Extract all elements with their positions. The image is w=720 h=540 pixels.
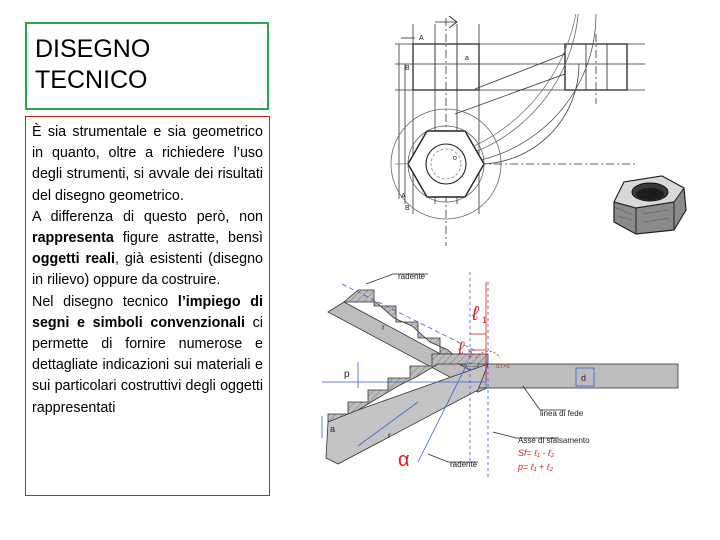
p2-part-a: A differenza di questo però, non: [32, 208, 263, 225]
body-text-box: [25, 116, 270, 496]
label-p: p: [344, 369, 350, 380]
paragraph-3: [32, 292, 263, 419]
label-radente-top: radente: [398, 272, 426, 281]
label-linea-di-fede: linea di fede: [540, 409, 584, 418]
paragraph-1-text: È sia strumentale e sia geometrico in quanto, oltre a richiedere l’uso degli strumenti, si avvale dei risultati del disegno geometrico.: [32, 124, 263, 204]
label-r-upper: r: [382, 323, 385, 332]
label-radente-bottom: radente: [450, 460, 478, 469]
label-asse-sfalsamento: Asse di sfalsamento: [518, 436, 590, 445]
label-alpha: α: [398, 449, 410, 471]
label-a: a: [465, 55, 469, 62]
paragraph-2: [32, 207, 263, 292]
formula-sf: Sf= ℓ₁ - ℓ₂: [518, 448, 555, 458]
label-l2-sub: 2: [468, 350, 473, 359]
label-b2: B: [405, 205, 410, 212]
p2-part-c: figure astratte, bensì: [113, 230, 263, 247]
label-b1: B: [405, 65, 410, 72]
label-r-lower: r: [388, 431, 391, 440]
label-sf-angle: S.f.=S: [496, 364, 510, 370]
stair-section-diagram: [318, 262, 708, 477]
title-line-1: DISEGNO: [35, 35, 151, 63]
label-l2: ℓ: [458, 338, 464, 358]
p2-part-e: , già esistenti (disegno in rilievo) oppure da costruire.: [32, 251, 263, 289]
p3-bold-segni: l’impiego di segni e simboli convenzionali: [32, 293, 263, 331]
formula-p: p= ℓ₁ + ℓ₂: [518, 462, 554, 472]
label-o: o: [453, 155, 457, 162]
label-a-riser: a: [330, 424, 336, 434]
label-l1: ℓ: [472, 303, 479, 325]
title-box: [25, 22, 269, 110]
p2-bold-rappresenta: rappresenta: [32, 230, 114, 247]
label-d: d: [581, 373, 587, 383]
label-a1: A: [419, 35, 424, 42]
label-a2: A: [401, 193, 406, 200]
p2-bold-oggetti-reali: oggetti reali: [32, 251, 115, 268]
p3-part-c: ci permette di fornire numerose e dettagliate indicazioni sui materiali e sui particolari costruttivi degli oggetti rappresentati: [32, 314, 263, 416]
label-l1-sub: 1: [482, 315, 488, 325]
hex-nut-3d: [602, 168, 694, 240]
paragraph-1: [32, 122, 263, 207]
title-line-2: TECNICO: [35, 66, 148, 94]
p3-part-a: Nel disegno tecnico: [32, 293, 178, 310]
